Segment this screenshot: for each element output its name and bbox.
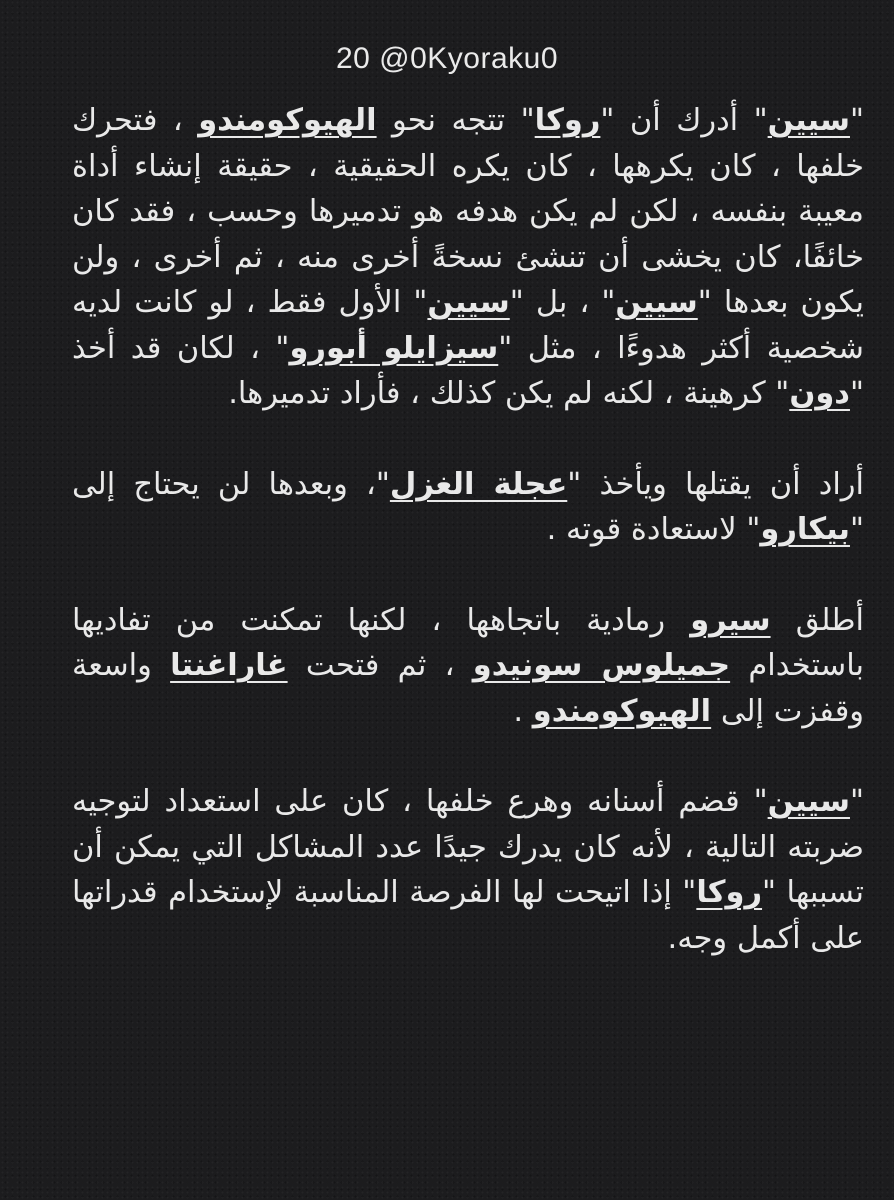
character-name: الهيوكومندو [532,693,712,729]
character-name: الهيوكومندو [198,103,377,138]
text-segment: " لاستعادة قوته . [546,512,761,547]
character-name: عجلة الغزل [389,466,568,502]
character-name: سيين [427,285,510,320]
paragraph [72,462,864,553]
story-text [72,98,864,961]
character-name: سيين [767,784,850,819]
text-segment: ، ثم فتحت [287,648,473,683]
text-segment: " قضم أسنانه وهرع خلفها ، كان على استعداد لتوجيه ضربته التالية ، لأنه كان يدرك جيدًا عدد المشاكل التي يمكن أن تسببها " [72,784,864,910]
paragraph [72,598,864,735]
paragraph [72,779,864,961]
character-name: دون [789,376,850,411]
character-name: بيكارو [760,512,850,547]
character-name: سيزايلو أبورو [289,330,499,366]
character-name: غاراغنتا [170,648,288,683]
text-segment: " [849,103,864,138]
text-segment: أطلق [770,602,864,638]
text-segment: " إذا اتيحت لها الفرصة المناسبة لإستخدام قدراتها على أكمل وجه. [72,875,864,956]
paragraph [72,98,864,417]
text-segment: " [849,784,864,819]
text-segment: " ، بل " [509,285,616,320]
post-number-and-handle: 20 @0Kyoraku0 [335,42,559,75]
text-segment: "، وبعدها لن يحتاج إلى " [72,466,864,547]
character-name: سيين [615,285,698,320]
text-segment: . [513,693,533,729]
character-name: روكا [696,875,763,910]
character-name: روكا [534,103,601,138]
character-name: جميلوس سونيدو [472,648,731,683]
character-name: سيين [767,103,850,138]
text-segment: " ، لكان قد أخذ " [72,330,864,411]
text-segment: " أدرك أن " [600,103,768,138]
text-segment: " كرهينة ، لكنه لم يكن كذلك ، فأراد تدميرها. [228,376,790,411]
text-segment: رمادية باتجاهها ، لكنها تمكنت من تفاديها باستخدام [72,602,864,683]
text-segment: أراد أن يقتلها ويأخذ " [567,466,864,502]
character-name: سيرو [690,602,771,638]
text-segment: واسعة وقفزت إلى [72,648,864,729]
text-segment: ، فتحرك خلفها ، كان يكرهها ، كان يكره الحقيقية ، حقيقة إنشاء أداة معيبة بنفسه ، لكن لم يكن هدفه هو تدميرها وحسب ، فقد كان خائفًا، كان يخشى أن تنشئ نسخةً أخرى منه ، ثم أخرى ، ولن يكون بعدها " [72,103,864,320]
text-segment: " الأول فقط ، لو كانت لديه شخصية أكثر هدوءًا ، مثل " [72,285,864,366]
text-segment: " تتجه نحو [376,103,535,138]
